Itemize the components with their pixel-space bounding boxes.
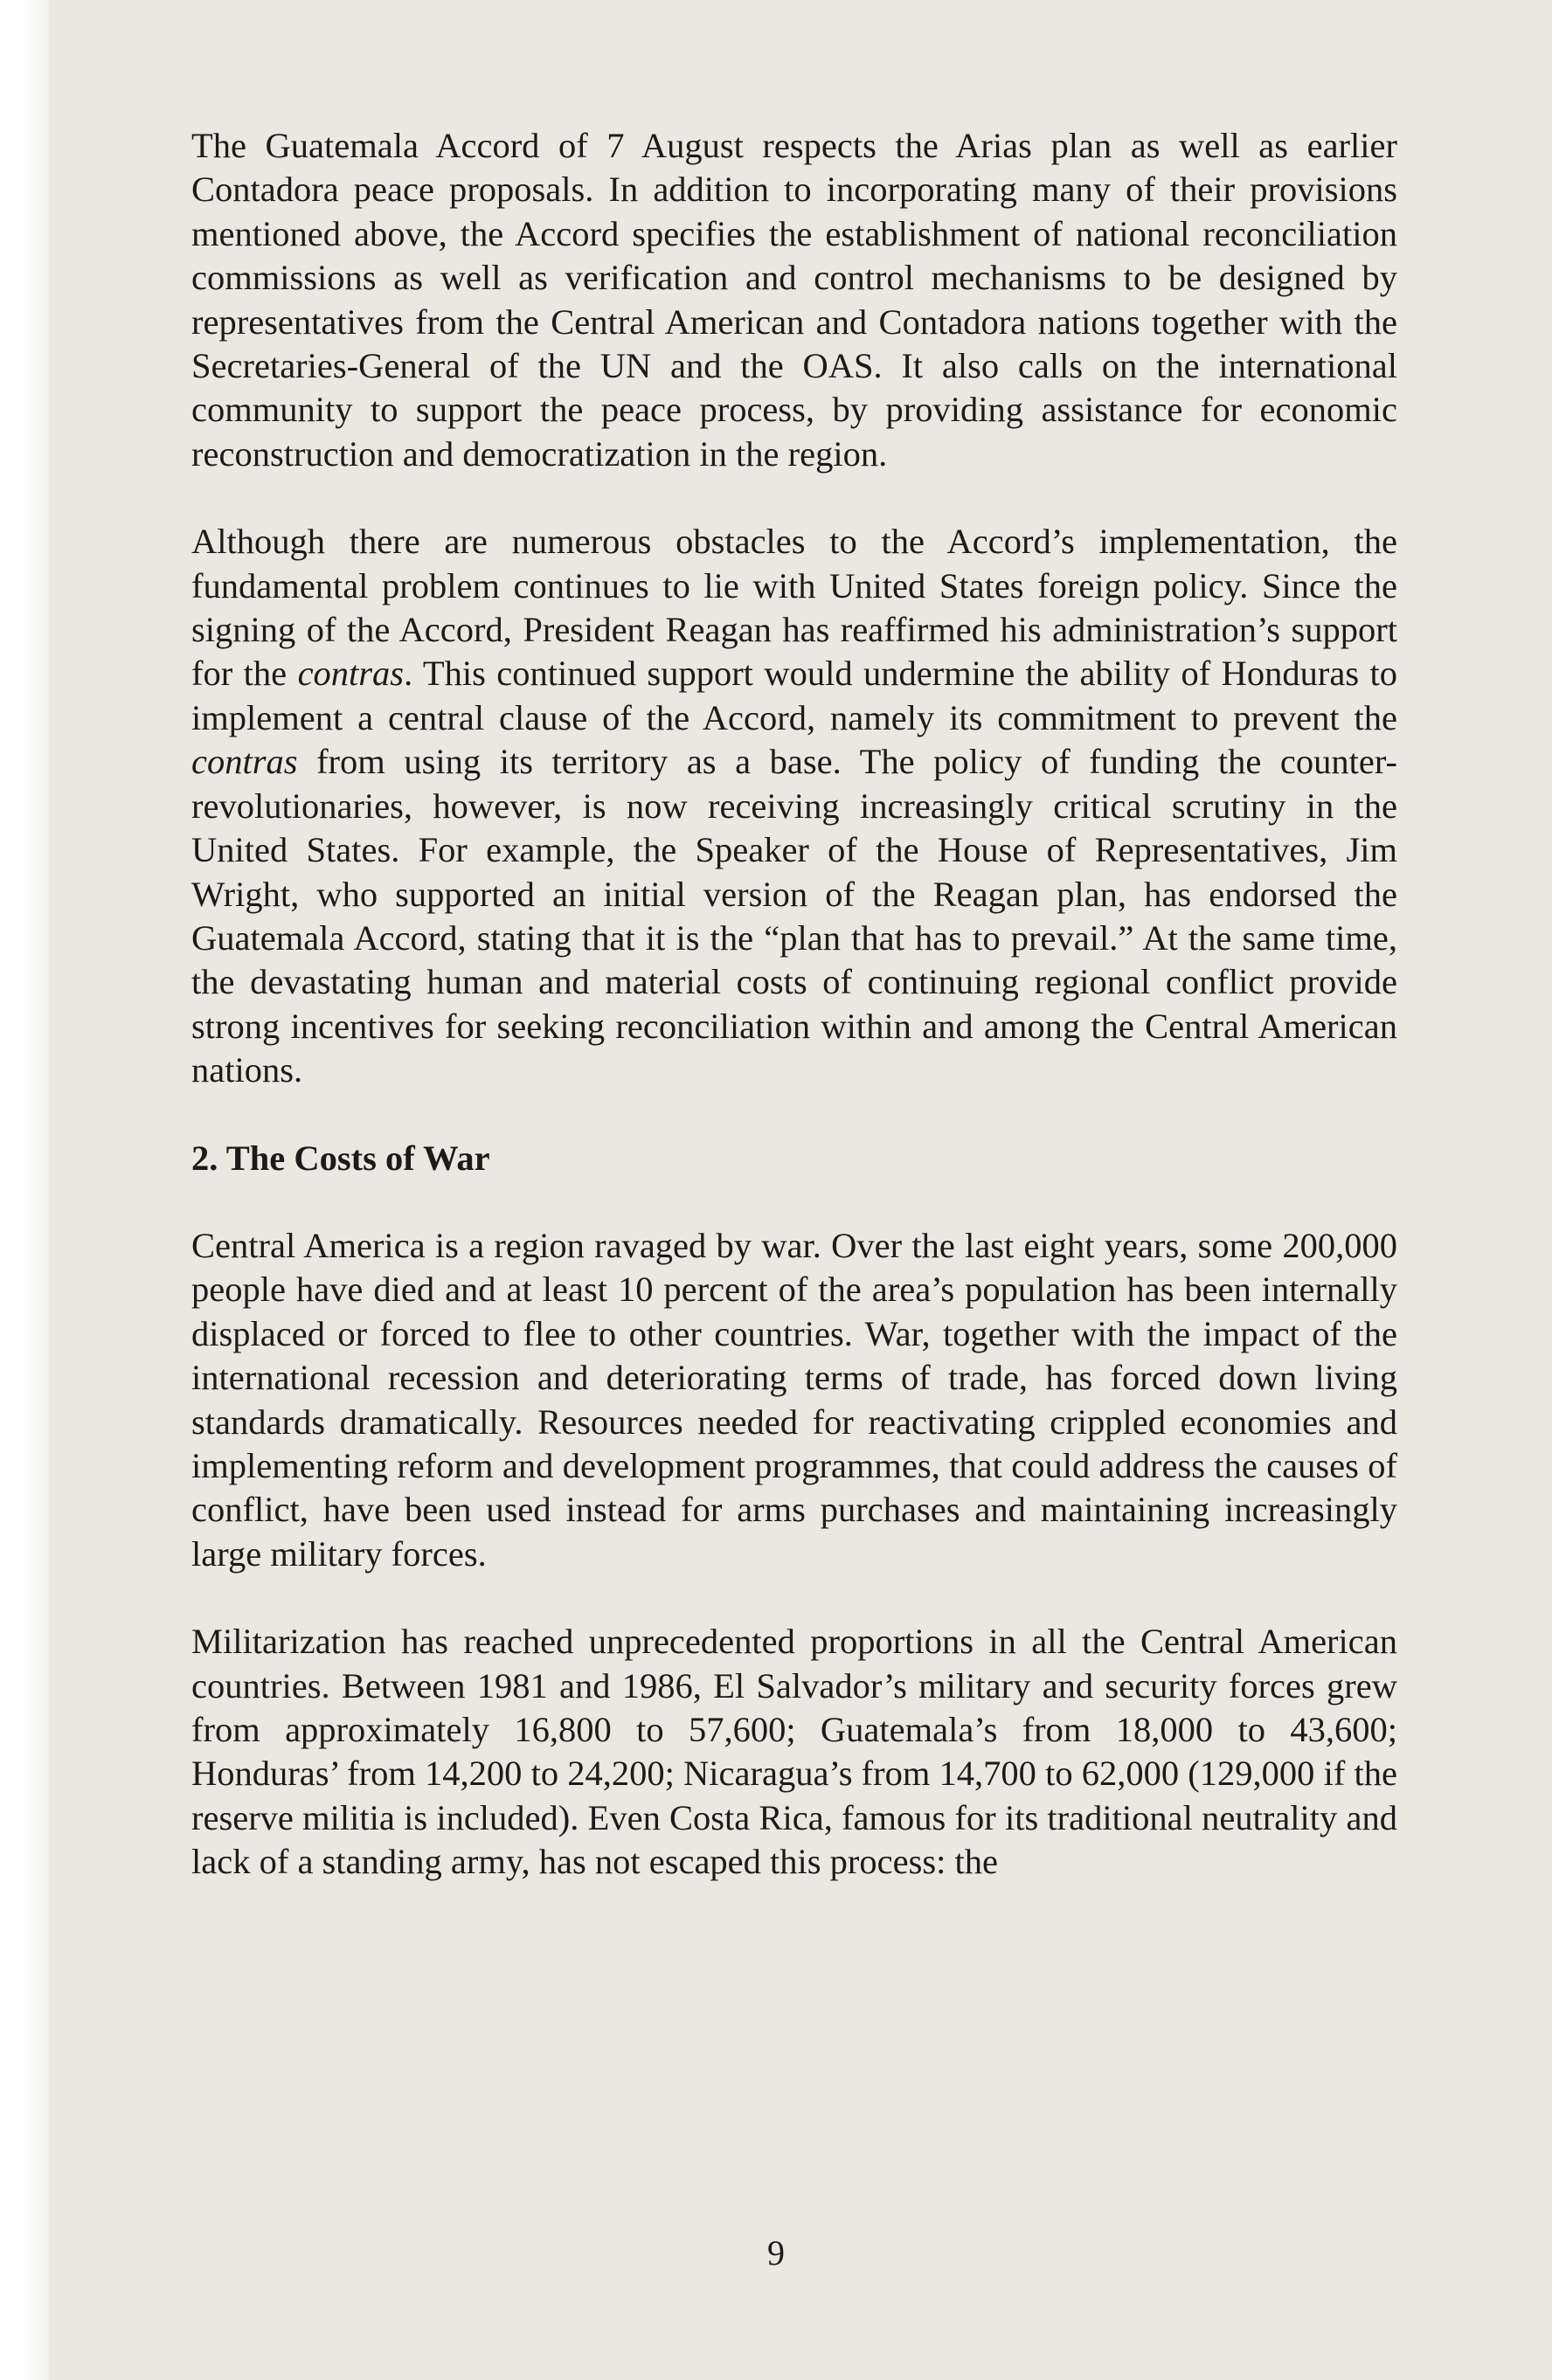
paragraph-obstacles: [191, 520, 1397, 1092]
paragraph-text: from using its territory as a base. The policy of funding the counter-revolutionaries, however, is now receiving increasingly critical scrutiny in the United States. For example, the Speaker of the House of Representatives, Jim Wright, who supported an initial version of the Reagan plan, has endorsed the Guatemala Accord, stating that it is the “plan that has to prevail.” At the same time, the devastating human and material costs of continuing regional conflict provide strong incentives for seeking reconciliation within and among the Central American nations.: [191, 742, 1397, 1090]
section-heading: 2. The Costs of War: [191, 1138, 490, 1178]
paragraph-militarization: [191, 1620, 1397, 1884]
paragraph-text: Although there are numerous obstacles to the Accord’s implementation, the fundamental problem continues to lie with United States foreign policy. Since the signing of the Accord, President Reagan has reaffirmed his administration’s support for the: [191, 522, 1397, 694]
paragraph-text: Militarization has reached unprecedented proportions in all the Central American countries. Between 1981 and 1986, El Salvador’s military and security forces grew from approximately 16,800 to 57,600; Guatemala’s from 18,000 to 43,600; Honduras’ from 14,200 to 24,200; Nicaragua’s from 14,700 to 62,000 (129,000 if the reserve militia is included). Even Costa Rica, famous for its traditional neutrality and lack of a standing army, has not escaped this process: the: [191, 1622, 1397, 1882]
page-edge: [24, 0, 49, 2380]
paragraph-accord: [191, 124, 1397, 476]
body-text: [191, 124, 1397, 1928]
page-number: 9: [767, 2233, 785, 2273]
italic-term: contras: [297, 654, 405, 694]
paragraph-text: Central America is a region ravaged by war. Over the last eight years, some 200,000 people have died and at least 10 percent of the area’s population has been internally displaced or forced to flee to other countries. War, together with the impact of the international recession and deteriorating terms of trade, has forced down living standards dramatically. Resources needed for reactivating crippled economies and implementing reform and development programmes, that could address the causes of conflict, have been used instead for arms purchases and maintaining increasingly large military forces.: [191, 1225, 1397, 1574]
paragraph-text: . This continued support would undermine the ability of Honduras to implement a central clause of the Accord, namely its commitment to prevent the: [191, 654, 1398, 737]
paragraph-text: The Guatemala Accord of 7 August respects the Arias plan as well as earlier Contadora peace proposals. In addition to incorporating many of their provisions mentioned above, the Accord specifies the establishment of national reconciliation commissions as well as verification and control mechanisms to be designed by representatives from the Central American and Contadora nations together with the Secretaries-General of the UN and the OAS. It also calls on the international community to support the peace process, by providing assistance for economic reconstruction and democratization in the region.: [191, 126, 1397, 474]
paragraph-war: [191, 1224, 1397, 1576]
italic-term: contras: [191, 742, 298, 782]
